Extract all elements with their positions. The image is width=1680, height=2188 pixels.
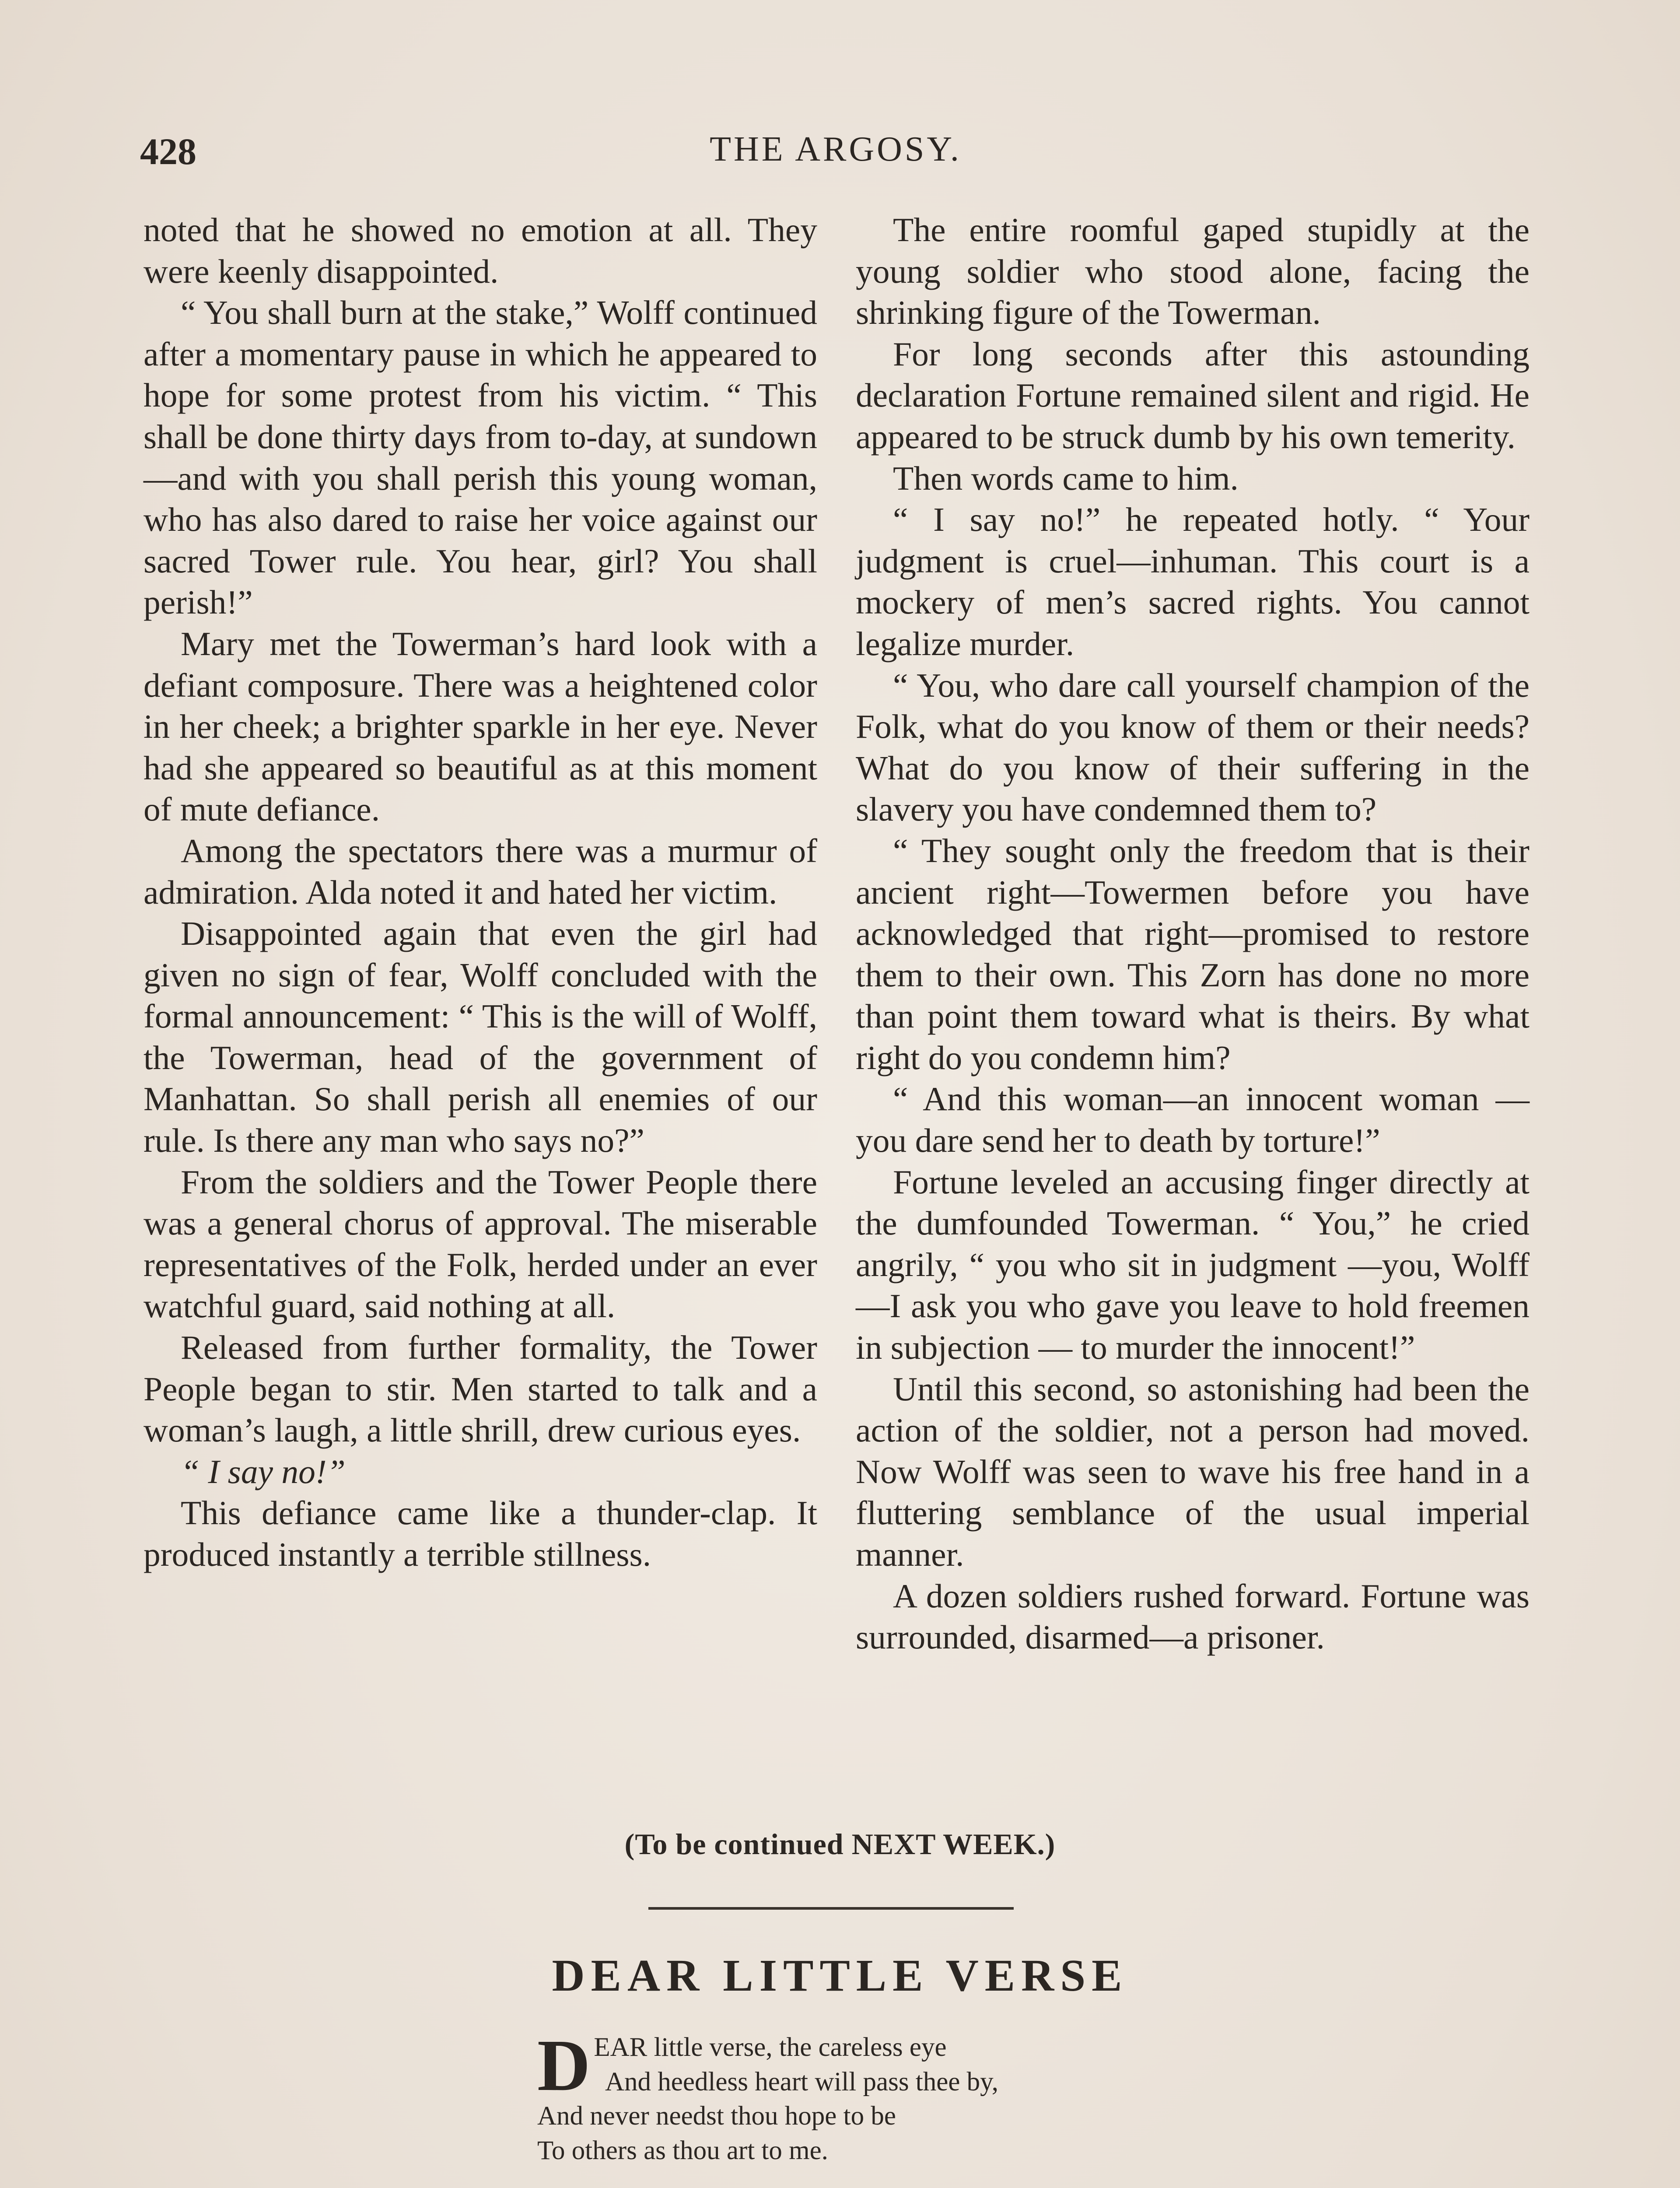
- running-head: THE ARGOSY.: [710, 130, 962, 168]
- poem-line: To others as thou art to me.: [537, 2135, 828, 2165]
- paragraph: Disappointed again that even the girl had given no sign of fear, Wolff concluded with the formal announcement: “ This is the will of Wolff, the Towerman, head of the government of Manhattan. So shall perish all enemies of our rule. Is there any man who says no?”: [144, 915, 817, 1160]
- paragraph: noted that he showed no emotion at all. They were keenly disappointed.: [144, 211, 817, 290]
- poem-line: And never needst thou hope to be: [537, 2101, 896, 2131]
- paragraph: “ You, who dare call yourself champion of the Folk, what do you know of them or their needs? What do you know of their suffering in the slavery you have condemned them to?: [856, 666, 1530, 828]
- page-header: [140, 130, 1531, 182]
- left-column: [144, 209, 817, 1575]
- page-number: 428: [140, 130, 196, 172]
- paragraph: Among the spectators there was a murmur of admiration. Alda noted it and hated her victim.: [144, 831, 817, 911]
- paragraph: This defiance came like a thunder-clap. It produced instantly a terrible stillness.: [144, 1494, 817, 1573]
- paragraph: Then words came to him.: [893, 459, 1239, 497]
- paragraph: “ They sought only the freedom that is their ancient right—Towermen before you have acknowledged that right—promised to restore them to their own. This Zorn has done no more than point them toward what is theirs. By what right do you condemn him?: [856, 831, 1530, 1076]
- paragraph: Mary met the Towerman’s hard look with a defiant composure. There was a heightened color in her cheek; a brighter sparkle in her eye. Never had she appeared so beautiful as at this moment of mute defiance.: [144, 624, 817, 828]
- paragraph: “ I say no!”: [181, 1452, 346, 1490]
- poem-body: [537, 2025, 1194, 2188]
- poem-line: And heedless heart will pass thee by,: [605, 2067, 998, 2097]
- paragraph: The entire roomful gaped stupidly at the young soldier who stood alone, facing the shrinking figure of the Towerman.: [856, 211, 1530, 332]
- paragraph: Fortune leveled an accusing finger directly at the dumfounded Towerman. “ You,” he cried angrily, “ you who sit in judgment —you, Wolff—I ask you who gave you leave to hold freemen in subjection — to murder the innocent!”: [856, 1163, 1530, 1367]
- right-column: [856, 209, 1530, 1658]
- poem-title: DEAR LITTLE VERSE: [552, 1950, 1128, 2001]
- paragraph: “ And this woman—an innocent woman —you dare send her to death by torture!”: [856, 1080, 1530, 1160]
- paragraph: From the soldiers and the Tower People there was a general chorus of approval. The miserable representatives of the Folk, herded under an ever watchful guard, said nothing at all.: [144, 1163, 817, 1325]
- stanza-break: [537, 2168, 1194, 2188]
- section-divider: [648, 1907, 1014, 1910]
- paragraph: For long seconds after this astounding declaration Fortune remained silent and rigid. He appeared to be struck dumb by his own temerity.: [856, 335, 1530, 456]
- paragraph: Released from further formality, the Tower People began to stir. Men started to talk and a woman’s laugh, a little shrill, drew curious eyes.: [144, 1329, 817, 1449]
- paragraph: “ I say no!” he repeated hotly. “ Your judgment is cruel—inhuman. This court is a mockery of men’s sacred rights. You cannot legalize murder.: [856, 501, 1530, 663]
- paragraph: Until this second, so astonishing had been the action of the soldier, not a person had moved. Now Wolff was seen to wave his free hand in a fluttering semblance of the usual imperial manner.: [856, 1370, 1530, 1573]
- drop-cap: D: [537, 2025, 591, 2106]
- poem-line: EAR little verse, the careless eye: [594, 2033, 947, 2062]
- paragraph: “ You shall burn at the stake,” Wolff continued after a momentary pause in which he appeared to hope for some protest from his victim. “ This shall be done thirty days from to-day, at sundown—and with you shall perish this young woman, who has also dared to raise her voice against our sacred Tower rule. You hear, girl? You shall perish!”: [144, 294, 817, 621]
- story-columns: [144, 209, 1533, 1820]
- continued-note: (To be continued NEXT WEEK.): [624, 1827, 1056, 1861]
- paragraph: A dozen soldiers rushed forward. Fortune was surrounded, disarmed—a prisoner.: [856, 1577, 1530, 1656]
